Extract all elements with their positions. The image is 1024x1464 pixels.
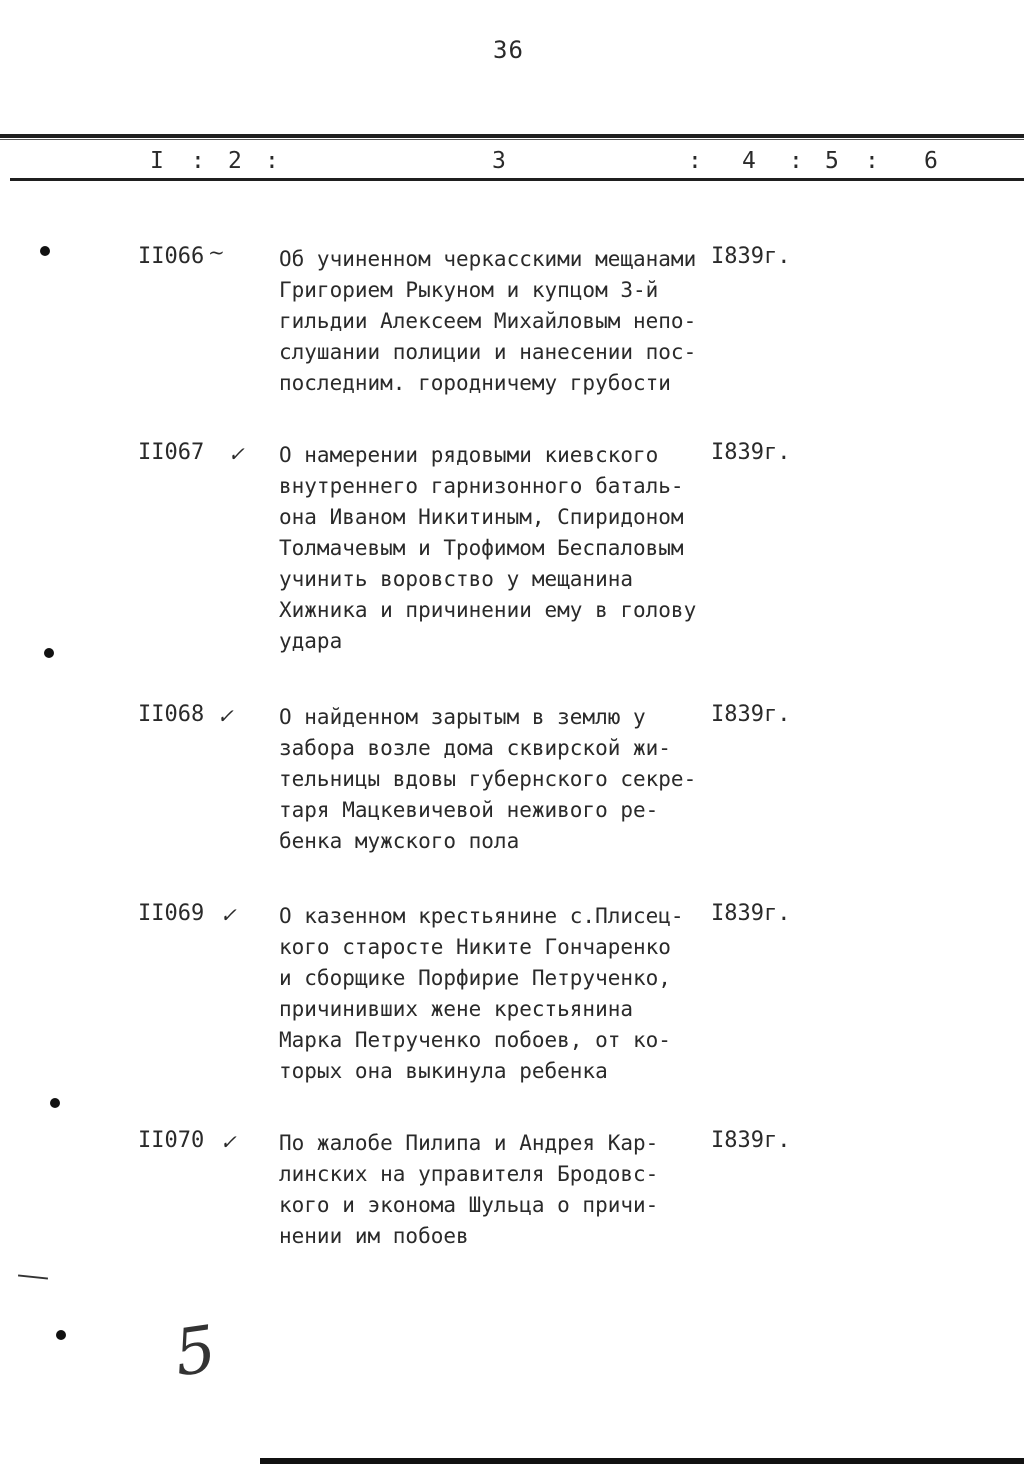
table-header-bottom-rule: [10, 178, 1024, 181]
check-mark: ~: [208, 240, 225, 264]
column-separator: :: [191, 148, 205, 174]
entry-number: II066: [138, 244, 205, 269]
entry-number: II068: [138, 702, 205, 727]
margin-scratch: [18, 1274, 48, 1279]
entry-date: I839г.: [711, 901, 791, 926]
column-header-5: 5: [825, 148, 839, 174]
column-separator: :: [865, 148, 879, 174]
entry-number: II070: [138, 1128, 205, 1153]
binding-hole-mark: [56, 1330, 66, 1340]
page-bottom-edge: [260, 1458, 1024, 1464]
entry-description: Об учиненном черкасскими мещанами Григорием Рыкуном и купцом 3-й гильдии Алексеем Михайловым непо- слушании полиции и нанесении пос- последним. городничему грубости: [279, 247, 697, 395]
entry-description: О найденном зарытым в землю у забора возле дома сквирской жи- тельницы вдовы губернского секре- таря Мацкевичевой неживого ре- бенка мужского пола: [279, 705, 697, 853]
entry-date: I839г.: [711, 440, 791, 465]
handwritten-mark: 5: [170, 1312, 221, 1392]
column-header-4: 4: [742, 148, 756, 174]
entry-date: I839г.: [711, 1128, 791, 1153]
entry-date: I839г.: [711, 702, 791, 727]
binding-hole-mark: [40, 246, 50, 256]
table-top-rule-thin: [0, 139, 1024, 140]
page-number: 36: [493, 36, 524, 64]
column-header-2: 2: [228, 148, 242, 174]
check-mark: ✓: [220, 903, 237, 927]
entry-number: II067: [138, 440, 205, 465]
entry-description: По жалобе Пилипа и Андрея Кар- линских на управителя Бродовс- кого и эконома Шульца о причи- нении им побоев: [279, 1131, 659, 1248]
binding-hole-mark: [50, 1098, 60, 1108]
column-separator: :: [688, 148, 702, 174]
entry-description: О намерении рядовыми киевского внутреннего гарнизонного баталь- она Иваном Никитиным, Спиридоном Толмачевым и Трофимом Беспаловым учинить воровство у мещанина Хижника и причинении ему в голову удара: [279, 443, 697, 653]
column-separator: :: [265, 148, 279, 174]
binding-hole-mark: [44, 648, 54, 658]
column-header-6: 6: [924, 148, 938, 174]
check-mark: ✓: [217, 704, 234, 728]
table-top-rule: [0, 134, 1024, 138]
column-header-1: I: [150, 148, 164, 174]
entry-number: II069: [138, 901, 205, 926]
column-separator: :: [789, 148, 803, 174]
entry-description: О казенном крестьянине с.Плисец- кого старосте Никите Гончаренко и сборщике Порфирие Петрученко, причинивших жене крестьянина Марка Петрученко побоев, от ко- торых она выкинула ребенка: [279, 904, 684, 1083]
check-mark: ✓: [220, 1130, 237, 1154]
entry-date: I839г.: [711, 244, 791, 269]
check-mark: ✓: [228, 442, 245, 466]
column-header-3: 3: [492, 148, 506, 174]
